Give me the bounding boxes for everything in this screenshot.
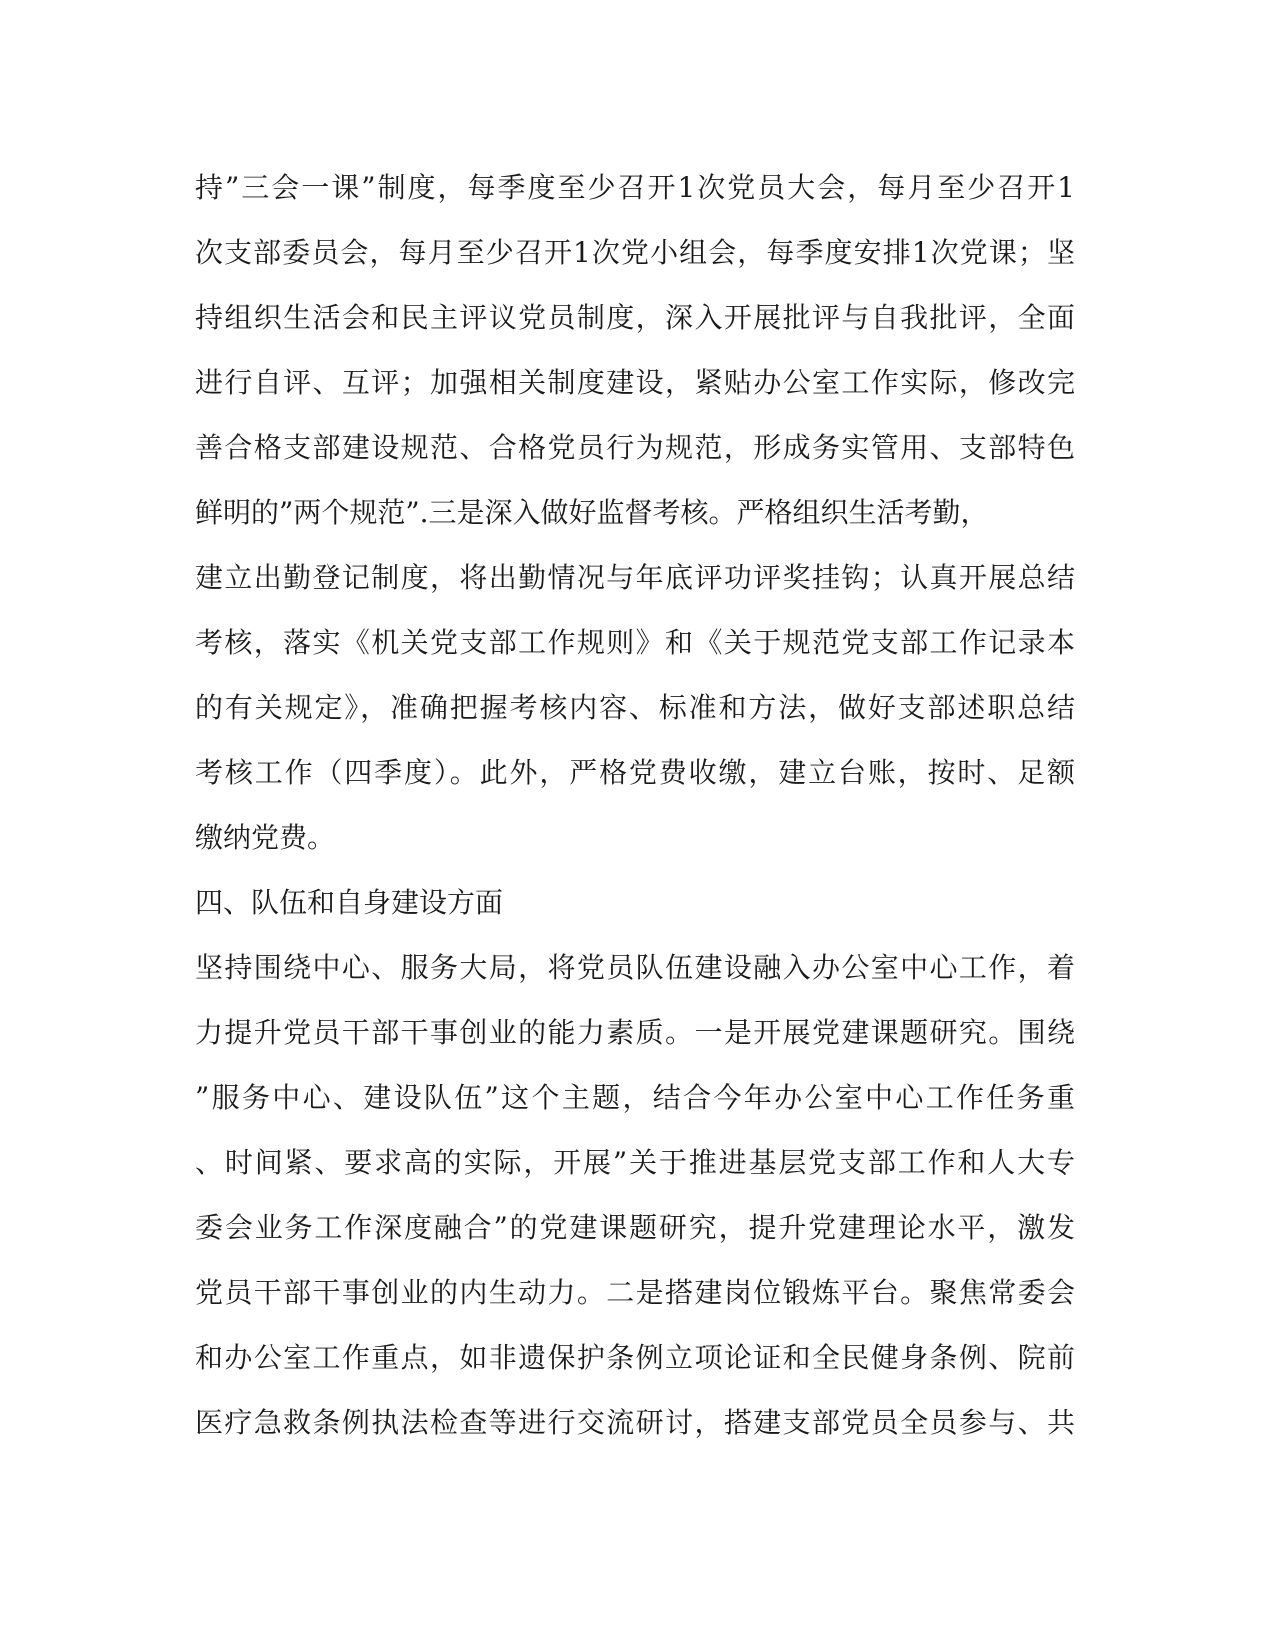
document-body [195, 155, 1075, 1455]
text-line: 建立出勤登记制度，将出勤情况与年底评功评奖挂钩；认真开展总结 [195, 561, 1075, 594]
text-line: 医疗急救条例执法检查等进行交流研讨，搭建支部党员全员参与、共 [195, 1406, 1075, 1439]
text-line: 持组织生活会和民主评议党员制度，深入开展批评与自我批评，全面 [195, 301, 1075, 334]
text-line: 坚持围绕中心、服务大局，将党员队伍建设融入办公室中心工作，着 [195, 951, 1075, 984]
text-line: 善合格支部建设规范、合格党员行为规范，形成务实管用、支部特色 [195, 431, 1075, 464]
text-line: 缴纳党费。 [195, 821, 336, 854]
text-line: 委会业务工作深度融合”的党建课题研究，提升党建理论水平，激发 [195, 1211, 1075, 1244]
text-line: 和办公室工作重点，如非遗保护条例立项论证和全民健身条例、院前 [195, 1341, 1075, 1374]
text-line: 考核工作（四季度）。此外，严格党费收缴，建立台账，按时、足额 [195, 756, 1075, 789]
text-line: 进行自评、互评；加强相关制度建设，紧贴办公室工作实际，修改完 [195, 366, 1075, 399]
text-line: 的有关规定》，准确把握考核内容、标准和方法，做好支部述职总结 [195, 691, 1075, 724]
text-line: 次支部委员会，每月至少召开1次党小组会，每季度安排1次党课；坚 [195, 236, 1075, 269]
text-line: 考核，落实《机关党支部工作规则》和《关于规范党支部工作记录本 [195, 626, 1075, 659]
text-line: ”服务中心、建设队伍”这个主题，结合今年办公室中心工作任务重 [195, 1081, 1075, 1114]
text-line: 、时间紧、要求高的实际，开展”关于推进基层党支部工作和人大专 [195, 1146, 1075, 1179]
text-line: 党员干部干事创业的内生动力。二是搭建岗位锻炼平台。聚焦常委会 [195, 1276, 1075, 1309]
text-line: 力提升党员干部干事创业的能力素质。一是开展党建课题研究。围绕 [195, 1016, 1075, 1049]
section-heading: 四、队伍和自身建设方面 [195, 886, 504, 919]
text-line: 鲜明的”两个规范”.三是深入做好监督考核。严格组织生活考勤， [195, 496, 989, 529]
text-line: 持”三会一课”制度，每季度至少召开1次党员大会，每月至少召开1 [195, 171, 1075, 204]
